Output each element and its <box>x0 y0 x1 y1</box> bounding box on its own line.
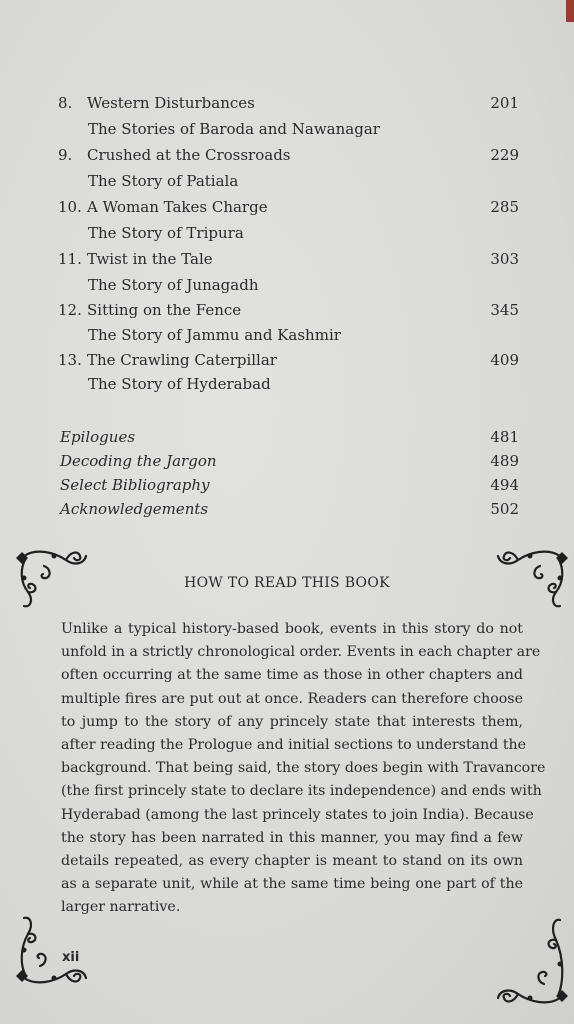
toc-entry-title: The Crawling Caterpillar <box>87 351 277 369</box>
toc-entry-title: Crushed at the Crossroads <box>87 146 291 164</box>
toc-entry-subtitle: The Story of Junagadh <box>88 276 259 294</box>
back-matter-title: Decoding the Jargon <box>60 452 217 470</box>
toc-entry <box>0 299 574 325</box>
body-line: larger narrative. <box>61 899 181 916</box>
toc-entry-subtitle-row <box>0 274 574 300</box>
body-line: multiple fires are put out at once. Readers can therefore choose <box>61 690 523 707</box>
toc-entry-page: 409 <box>490 351 519 369</box>
toc-entry-page: 303 <box>490 250 519 268</box>
back-matter-entry <box>0 498 574 524</box>
toc-entry <box>0 349 574 375</box>
toc-entry <box>0 196 574 222</box>
body-line: the story has been narrated in this manner, you may find a few <box>61 829 523 846</box>
toc-entry-title: Sitting on the Fence <box>87 301 242 319</box>
toc-entry-number: 8. <box>58 94 73 112</box>
body-line: background. That being said, the story does begin with Travancore <box>61 760 546 777</box>
toc-entry-subtitle: The Stories of Baroda and Nawanagar <box>88 120 380 138</box>
toc-entry-number: 13. <box>58 351 82 369</box>
back-matter-title: Select Bibliography <box>60 476 210 494</box>
toc-entry-page: 201 <box>490 94 519 112</box>
body-line: Hyderabad (among the last princely states to join India). Because <box>61 806 534 823</box>
back-matter-entry <box>0 450 574 476</box>
toc-entry-page: 345 <box>490 301 519 319</box>
body-line: Unlike a typical history-based book, events in this story do not <box>61 621 523 637</box>
back-matter-entry <box>0 474 574 500</box>
body-paragraph <box>61 618 546 920</box>
body-line: (the first princely state to declare its independence) and ends with <box>61 783 542 800</box>
back-matter-page: 494 <box>490 476 519 494</box>
section-heading: HOW TO READ THIS BOOK <box>184 575 390 591</box>
body-line: after reading the Prologue and initial sections to understand the <box>61 737 527 754</box>
toc-entry-subtitle: The Story of Patiala <box>88 172 239 190</box>
toc-entry <box>0 144 574 170</box>
toc-entry-title: Western Disturbances <box>87 94 255 112</box>
toc-entry-page: 229 <box>490 146 519 164</box>
toc-entry-subtitle: The Story of Hyderabad <box>88 375 271 393</box>
toc-entry-page: 285 <box>490 198 519 216</box>
back-matter-title: Acknowledgements <box>60 500 209 518</box>
toc-entry-subtitle-row <box>0 222 574 248</box>
toc-entry-number: 12. <box>58 301 82 319</box>
toc-entry-subtitle-row <box>0 118 574 144</box>
toc-entry-number: 11. <box>58 250 82 268</box>
back-matter-title: Epilogues <box>60 428 136 446</box>
back-matter-entry <box>0 426 574 452</box>
toc-entry-title: Twist in the Tale <box>87 250 213 268</box>
toc-entry <box>0 92 574 118</box>
body-line: often occurring at the same time as those in other chapters and <box>61 667 523 684</box>
toc-entry-subtitle-row <box>0 170 574 196</box>
flourish-ornament-bottom-right <box>494 910 570 1010</box>
page-number: xii <box>62 950 80 965</box>
toc-entry-subtitle-row <box>0 324 574 350</box>
back-matter-page: 489 <box>490 452 519 470</box>
toc-entry-subtitle-row <box>0 373 574 399</box>
toc-entry-number: 9. <box>58 146 73 164</box>
toc-entry-number: 10. <box>58 198 82 216</box>
back-matter-page: 481 <box>490 428 519 446</box>
page-edge-accent <box>566 0 574 22</box>
toc-entry-subtitle: The Story of Tripura <box>88 224 244 242</box>
toc-entry-title: A Woman Takes Charge <box>87 198 268 216</box>
body-line: unfold in a strictly chronological order. Events in each chapter are <box>61 644 541 661</box>
back-matter-page: 502 <box>490 500 519 518</box>
toc-entry-subtitle: The Story of Jammu and Kashmir <box>88 326 341 344</box>
body-line: to jump to the story of any princely state that interests them, <box>61 713 523 730</box>
toc-entry <box>0 248 574 274</box>
body-line: as a separate unit, while at the same time being one part of the <box>61 876 523 893</box>
body-line: details repeated, as every chapter is meant to stand on its own <box>61 853 523 870</box>
